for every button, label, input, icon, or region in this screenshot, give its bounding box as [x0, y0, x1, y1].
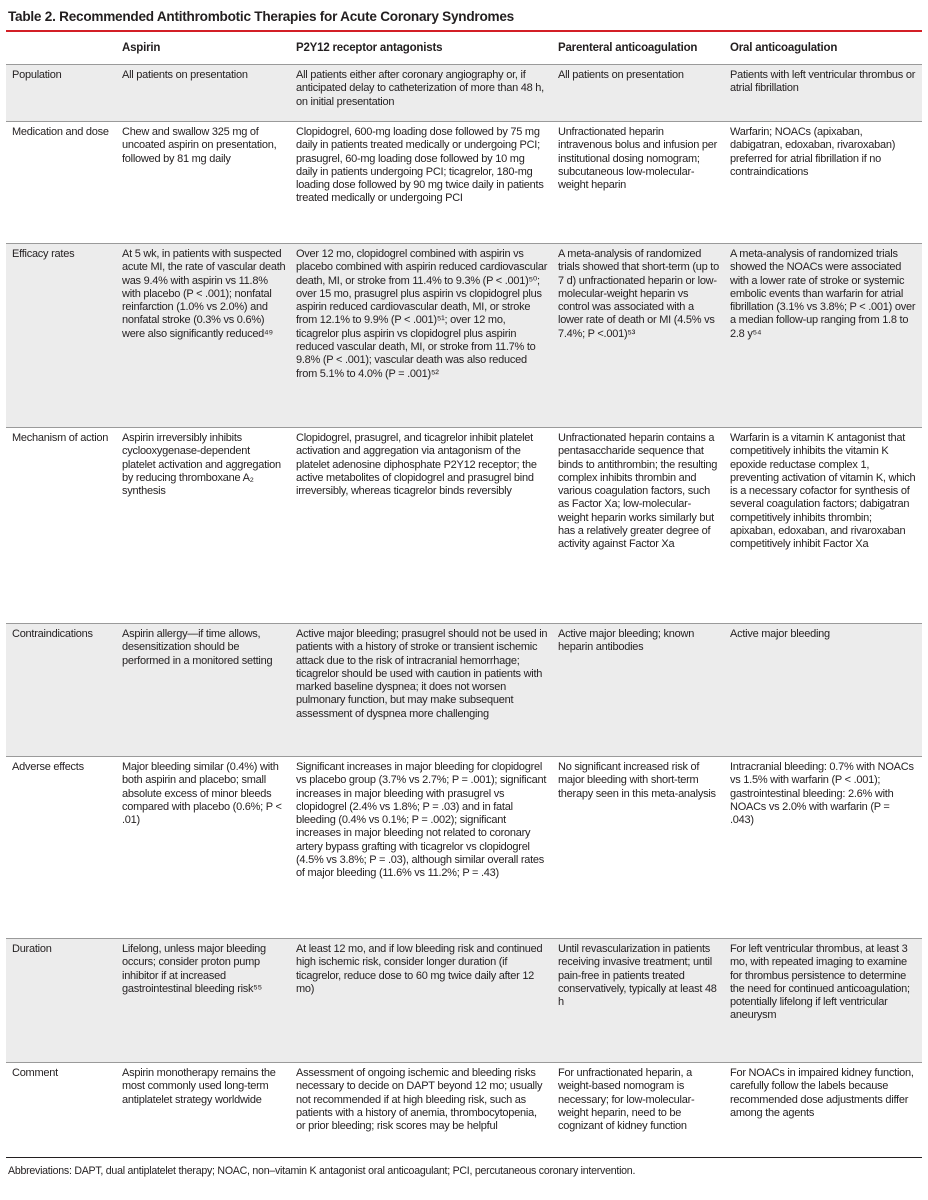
row-label: Duration [6, 939, 118, 1063]
cell-oral: For NOACs in impaired kidney function, carefully follow the labels because recommended dose adjustments differ among the agents [726, 1063, 922, 1157]
cell-oral: For left ventricular thrombus, at least 3 mo, with repeated imaging to examine for thrombus persistence to determine the need for continued anticoagulation; potentially lifelong if left ventricular aneurysm [726, 939, 922, 1063]
therapies-table [6, 36, 922, 1157]
footnote-rule [6, 1157, 922, 1158]
row-population [6, 65, 922, 122]
cell-aspirin: Aspirin monotherapy remains the most commonly used long-term antiplatelet strategy worldwide [118, 1063, 292, 1157]
table-title: Table 2. Recommended Antithrombotic Therapies for Acute Coronary Syndromes [8, 9, 514, 24]
cell-oral: Patients with left ventricular thrombus or atrial fibrillation [726, 65, 922, 122]
row-comment [6, 1063, 922, 1157]
row-label: Comment [6, 1063, 118, 1157]
cell-aspirin: All patients on presentation [118, 65, 292, 122]
cell-parenteral: A meta-analysis of randomized trials showed that short-term (up to 7 d) unfractionated heparin or low-molecular-weight heparin vs control was associated with a lower rate of death or MI (4.5% vs 7.4%; P <.001)⁵³ [554, 244, 726, 428]
cell-parenteral: Unfractionated heparin intravenous bolus and infusion per institutional dosing nomogram; subcutaneous low-molecular-weight heparin [554, 122, 726, 244]
cell-aspirin: Major bleeding similar (0.4%) with both aspirin and placebo; small absolute excess of minor bleeds compared with placebo (0.6%; P < .01) [118, 757, 292, 939]
row-label: Adverse effects [6, 757, 118, 939]
row-contraindications [6, 624, 922, 757]
header-row [6, 36, 922, 65]
cell-p2y12: Active major bleeding; prasugrel should not be used in patients with a history of stroke or transient ischemic attack due to the risk of intracranial hemorrhage; ticagrelor should be used with caution in patients with marked baseline dyspnea; it does not worsen pulmonary function, but may make subsequent assessment of dyspnea more challenging [292, 624, 554, 757]
cell-p2y12: Over 12 mo, clopidogrel combined with aspirin vs placebo combined with aspirin reduced cardiovascular death, MI, or stroke from 11.4% to 9.3% (P < .001)⁵⁰; over 15 mo, prasugrel plus aspirin vs clopidogrel plus aspirin reduced cardiovascular death, MI, or stroke from 12.1% to 9.9% (P < .001)⁵¹; over 12 mo, ticagrelor plus aspirin vs clopidogrel plus aspirin reduced vascular death, MI, or stroke from 11.7% to 9.8% (P < .001); vascular death was also reduced from 5.1% to 4.0% (P = .001)⁵² [292, 244, 554, 428]
cell-parenteral: No significant increased risk of major bleeding with short-term therapy seen in this meta-analysis [554, 757, 726, 939]
cell-aspirin: Aspirin irreversibly inhibits cyclooxygenase-dependent platelet activation and aggregation by reducing thromboxane A₂ synthesis [118, 428, 292, 624]
row-adverse-effects [6, 757, 922, 939]
row-label: Medication and dose [6, 122, 118, 244]
row-label: Mechanism of action [6, 428, 118, 624]
cell-parenteral: Active major bleeding; known heparin antibodies [554, 624, 726, 757]
header-p2y12: P2Y12 receptor antagonists [292, 36, 554, 65]
cell-oral: Active major bleeding [726, 624, 922, 757]
cell-oral: Warfarin; NOACs (apixaban, dabigatran, edoxaban, rivaroxaban) preferred for atrial fibrillation if no contraindications [726, 122, 922, 244]
cell-aspirin: Aspirin allergy—if time allows, desensitization should be performed in a monitored setting [118, 624, 292, 757]
cell-parenteral: For unfractionated heparin, a weight-based nomogram is necessary; for low-molecular-weight heparin, need to be cognizant of kidney function [554, 1063, 726, 1157]
cell-p2y12: Significant increases in major bleeding for clopidogrel vs placebo group (3.7% vs 2.7%; P = .001); significant increases in major bleeding with prasugrel vs clopidogrel (2.4% vs 1.8%; P = .03) and in fatal bleeding (0.4% vs 0.1%; P = .002); significant increases in major bleeding not related to coronary artery bypass grafting with ticagrelor vs clopidogrel (4.5% vs 3.8%; P = .03), although similar overall rates of major bleeding (11.6% vs 11.2%; P = .43) [292, 757, 554, 939]
cell-aspirin: At 5 wk, in patients with suspected acute MI, the rate of vascular death was 9.4% with aspirin vs 11.8% with placebo (P < .001); nonfatal reinfarction (1.0% vs 2.0%) and nonfatal stroke (0.3% vs 0.6%) were also significantly reduced⁴⁹ [118, 244, 292, 428]
header-parenteral: Parenteral anticoagulation [554, 36, 726, 65]
footnote: Abbreviations: DAPT, dual antiplatelet therapy; NOAC, non–vitamin K antagonist oral anticoagulant; PCI, percutaneous coronary intervention. [8, 1165, 636, 1177]
header-aspirin: Aspirin [118, 36, 292, 65]
header-oral: Oral anticoagulation [726, 36, 922, 65]
header-cell-blank [6, 36, 118, 65]
row-duration [6, 939, 922, 1063]
cell-p2y12: Clopidogrel, prasugrel, and ticagrelor inhibit platelet activation and aggregation via antagonism of the platelet adenosine diphosphate P2Y12 receptor; the active metabolites of clopidogrel and prasugrel bind irreversibly, whereas ticagrelor binds reversibly [292, 428, 554, 624]
cell-p2y12: All patients either after coronary angiography or, if anticipated delay to catheterization of more than 48 h, on initial presentation [292, 65, 554, 122]
row-efficacy-rates [6, 244, 922, 428]
title-rule [6, 30, 922, 32]
cell-aspirin: Lifelong, unless major bleeding occurs; consider proton pump inhibitor if at increased gastrointestinal bleeding risk⁵⁵ [118, 939, 292, 1063]
cell-aspirin: Chew and swallow 325 mg of uncoated aspirin on presentation, followed by 81 mg daily [118, 122, 292, 244]
cell-oral: Warfarin is a vitamin K antagonist that competitively inhibits the vitamin K epoxide reductase complex 1, preventing activation of vitamin K, which is a necessary cofactor for synthesis of several coagulation factors; dabigatran competitively inhibits thrombin; apixaban, edoxaban, and rivaroxaban competitively inhibit Factor Xa [726, 428, 922, 624]
cell-oral: Intracranial bleeding: 0.7% with NOACs vs 1.5% with warfarin (P < .001); gastrointestinal bleeding: 2.6% with NOACs vs 2.0% with warfarin (P = .043) [726, 757, 922, 939]
cell-oral: A meta-analysis of randomized trials showed the NOACs were associated with a lower rate of stroke or systemic embolic events than warfarin for atrial fibrillation (3.1% vs 3.8%; P < .001) over a median follow-up ranging from 1.8 to 2.8 y⁵⁴ [726, 244, 922, 428]
cell-parenteral: All patients on presentation [554, 65, 726, 122]
row-label: Contraindications [6, 624, 118, 757]
cell-p2y12: Assessment of ongoing ischemic and bleeding risks necessary to decide on DAPT beyond 12 mo; usually not recommended if at high bleeding risk, such as patients with a history of anemia, thrombocytopenia, or prior bleeding; risk scores may be helpful [292, 1063, 554, 1157]
row-medication-dose [6, 122, 922, 244]
row-mechanism-of-action [6, 428, 922, 624]
cell-p2y12: Clopidogrel, 600-mg loading dose followed by 75 mg daily in patients treated medically or undergoing PCI; prasugrel, 60-mg loading dose followed by 10 mg daily in patients undergoing PCI; ticagrelor, 180-mg loading dose followed by 90 mg twice daily in patients treated medically or undergoing PCI [292, 122, 554, 244]
cell-p2y12: At least 12 mo, and if low bleeding risk and continued high ischemic risk, consider longer duration (if ticagrelor, reduce dose to 60 mg twice daily after 12 mo) [292, 939, 554, 1063]
cell-parenteral: Until revascularization in patients receiving invasive treatment; until pain-free in patients treated conservatively, typically at least 48 h [554, 939, 726, 1063]
row-label: Population [6, 65, 118, 122]
cell-parenteral: Unfractionated heparin contains a pentasaccharide sequence that binds to antithrombin; the resulting complex inhibits thrombin and various coagulation factors, such as Factor Xa; low-molecular-weight heparin works similarly but has a relatively greater degree of activity against Factor Xa [554, 428, 726, 624]
row-label: Efficacy rates [6, 244, 118, 428]
